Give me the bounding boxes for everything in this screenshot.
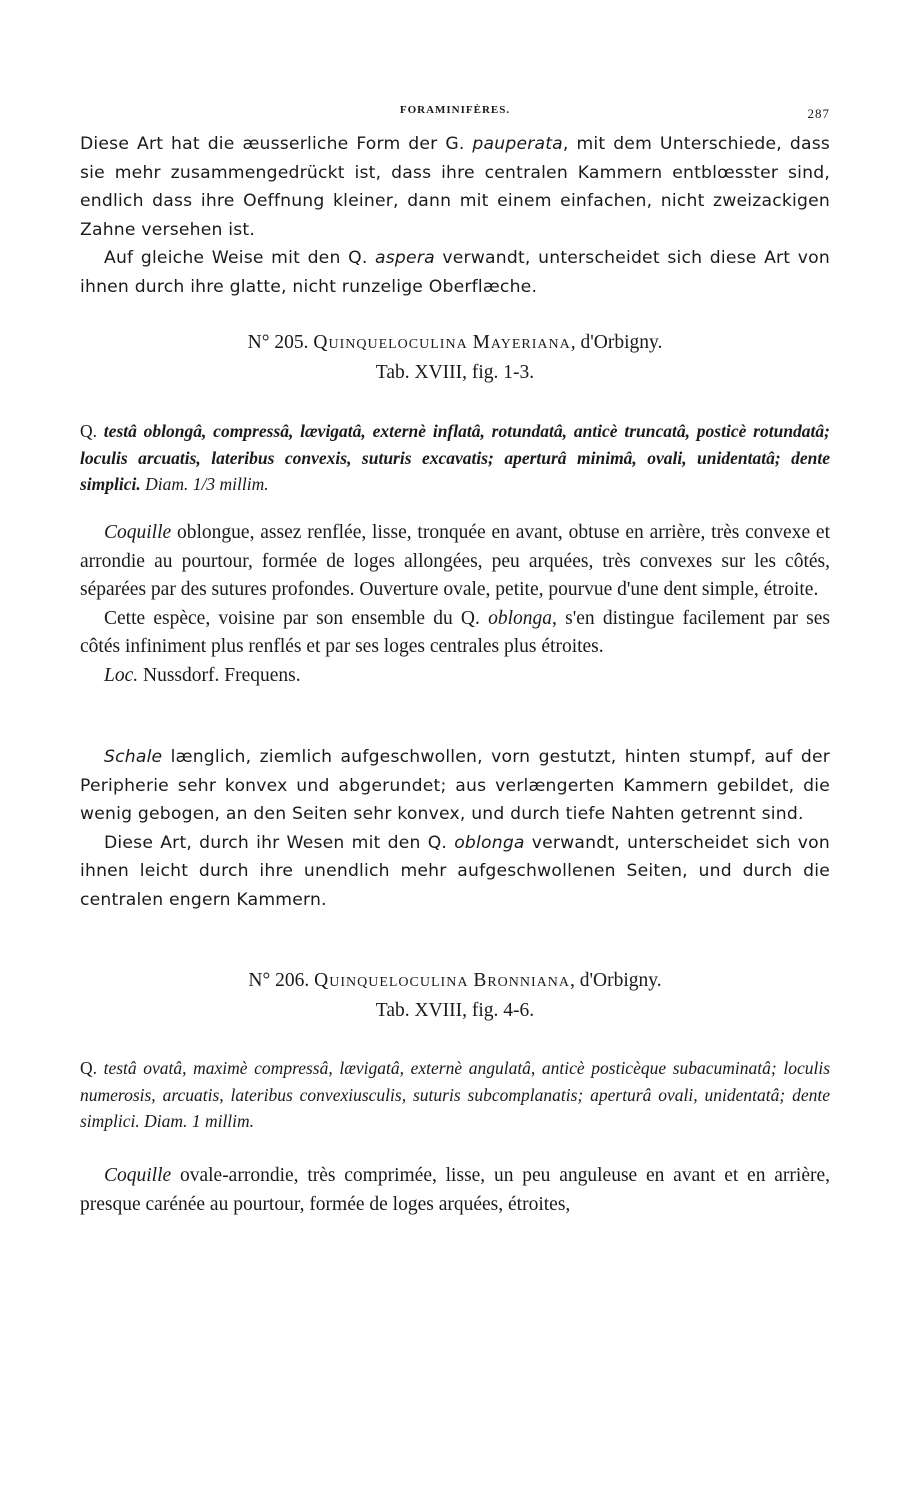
french-description-206 [80,1162,830,1219]
locality [80,662,830,691]
italic-term: pauperata [472,134,563,154]
paragraph [80,519,830,605]
diagnosis-body: testâ ovatâ, maximè compressâ, lævigatâ, externè angulatâ, anticè posticèque subacuminatâ; loculis numerosis, arcuatis, lateribus convexiusculis, suturis subcomplanatis; aperturâ ovali, unidentatâ; dente simplici. [80,1058,830,1131]
italic-term: Coquille [104,522,172,543]
plate-reference: Tab. XVIII, fig. 4-6. [375,1000,535,1021]
paragraph [80,130,830,244]
author-name: , d'Orbigny. [569,970,662,991]
species-heading-205 [80,328,830,388]
text-run: , s'en distingue facilement par ses côtés infiniment plus renflés et par ses loges centrales plus étroites. [80,607,830,657]
species-heading-206 [80,966,830,1026]
diameter-value: 1/3 millim. [188,474,269,494]
latin-diagnosis-205 [80,418,830,498]
italic-term: oblonga [488,607,553,629]
species-number: N° 205. [247,332,309,353]
locality-text: Nussdorf. Frequens. [138,664,301,686]
text-run: , mit dem Unterschiede, dass sie mehr zusammengedrückt ist, dass ihre centralen Kammern entblœsster sind, endlich dass ihre Oeffnung kleiner, dann mit einem einfachen, nicht zweizackigen Zahne versehen ist. [80,134,830,240]
italic-term: Schale [104,747,163,767]
diagnosis-text [80,1055,830,1135]
text-run: ovale-arrondie, très comprimée, lisse, un peu anguleuse en avant et en arrière, presque carénée au pourtour, formée de loges arquées, étroites, [80,1165,830,1215]
species-number: N° 206. [248,970,310,991]
genus-abbrev: Q. [80,421,98,441]
text-run: oblongue, assez renflée, lisse, tronquée en avant, obtuse en arrière, très convexe et arrondie au pourtour, formée de loges allongées, peu arquées, très convexes sur les côtés, séparées par des sutures profondes. Ouverture ovale, petite, pourvue d'une dent simple, étroite. [80,522,830,600]
italic-term: Coquille [104,1165,172,1186]
text-run: verwandt, unterscheidet sich diese Art von ihnen durch ihre glatte, nicht runzelige Oberflæche. [80,248,830,297]
book-page [80,0,830,1496]
paragraph [80,743,830,829]
text-run: Diese Art, durch ihr Wesen mit den Q. [104,832,455,853]
latin-diagnosis-206 [80,1055,830,1135]
text-run: Auf gleiche Weise mit den Q. [104,248,376,268]
diagnosis-body: testâ oblongâ, compressâ, lævigatâ, externè inflatâ, rotundatâ, anticè truncatâ, posticè rotundatâ; loculis arcuatis, lateribus convexis, suturis excavatis; aperturâ minimâ, ovali, unidentatâ; dente simplici. [80,421,830,494]
genus-abbrev: Q. [80,1058,98,1078]
page-number: 287 [807,106,830,121]
author-name: , d'Orbigny. [570,332,663,353]
genus-name: Quinqueloculina [314,970,469,991]
italic-term: aspera [375,248,435,268]
running-title: FORAMINIFÈRES. [399,104,511,116]
paragraph [80,1162,830,1219]
diagnosis-text [80,418,830,498]
diameter-label: Diam. [140,474,189,494]
diameter-label: Diam. [139,1111,188,1131]
paragraph [80,244,830,301]
species-name: Bronniana [473,970,570,991]
diameter-value: 1 millim. [187,1111,255,1131]
text-run: længlich, ziemlich aufgeschwollen, vorn gestutzt, hinten stumpf, auf der Peripherie sehr konvex und abgerundet; aus verlængerten Kammern gebildet, die wenig gebogen, an den Seiten sehr konvex, und durch tiefe Nahten getrennt sind. [80,747,830,824]
species-title [80,966,830,996]
species-title [80,328,830,358]
running-head [80,104,830,124]
paragraph [80,605,830,662]
locality-label: Loc. [104,664,139,686]
german-description-205 [80,743,830,914]
plate-reference: Tab. XVIII, fig. 1-3. [375,362,535,383]
text-run: Diese Art hat die æusserliche Form der G. [80,134,473,154]
german-continuation [80,130,830,301]
french-description-205 [80,519,830,690]
italic-term: oblonga [454,832,525,853]
text-run: Cette espèce, voisine par son ensemble du Q. [104,607,489,629]
paragraph [80,829,830,915]
text-run: verwandt, unterscheidet sich von ihnen leicht durch ihre unendlich mehr aufgeschwollenen Seiten, und durch die centralen engern Kammern. [80,832,830,910]
species-name: Mayeriana [472,332,571,353]
genus-name: Quinqueloculina [313,332,468,353]
